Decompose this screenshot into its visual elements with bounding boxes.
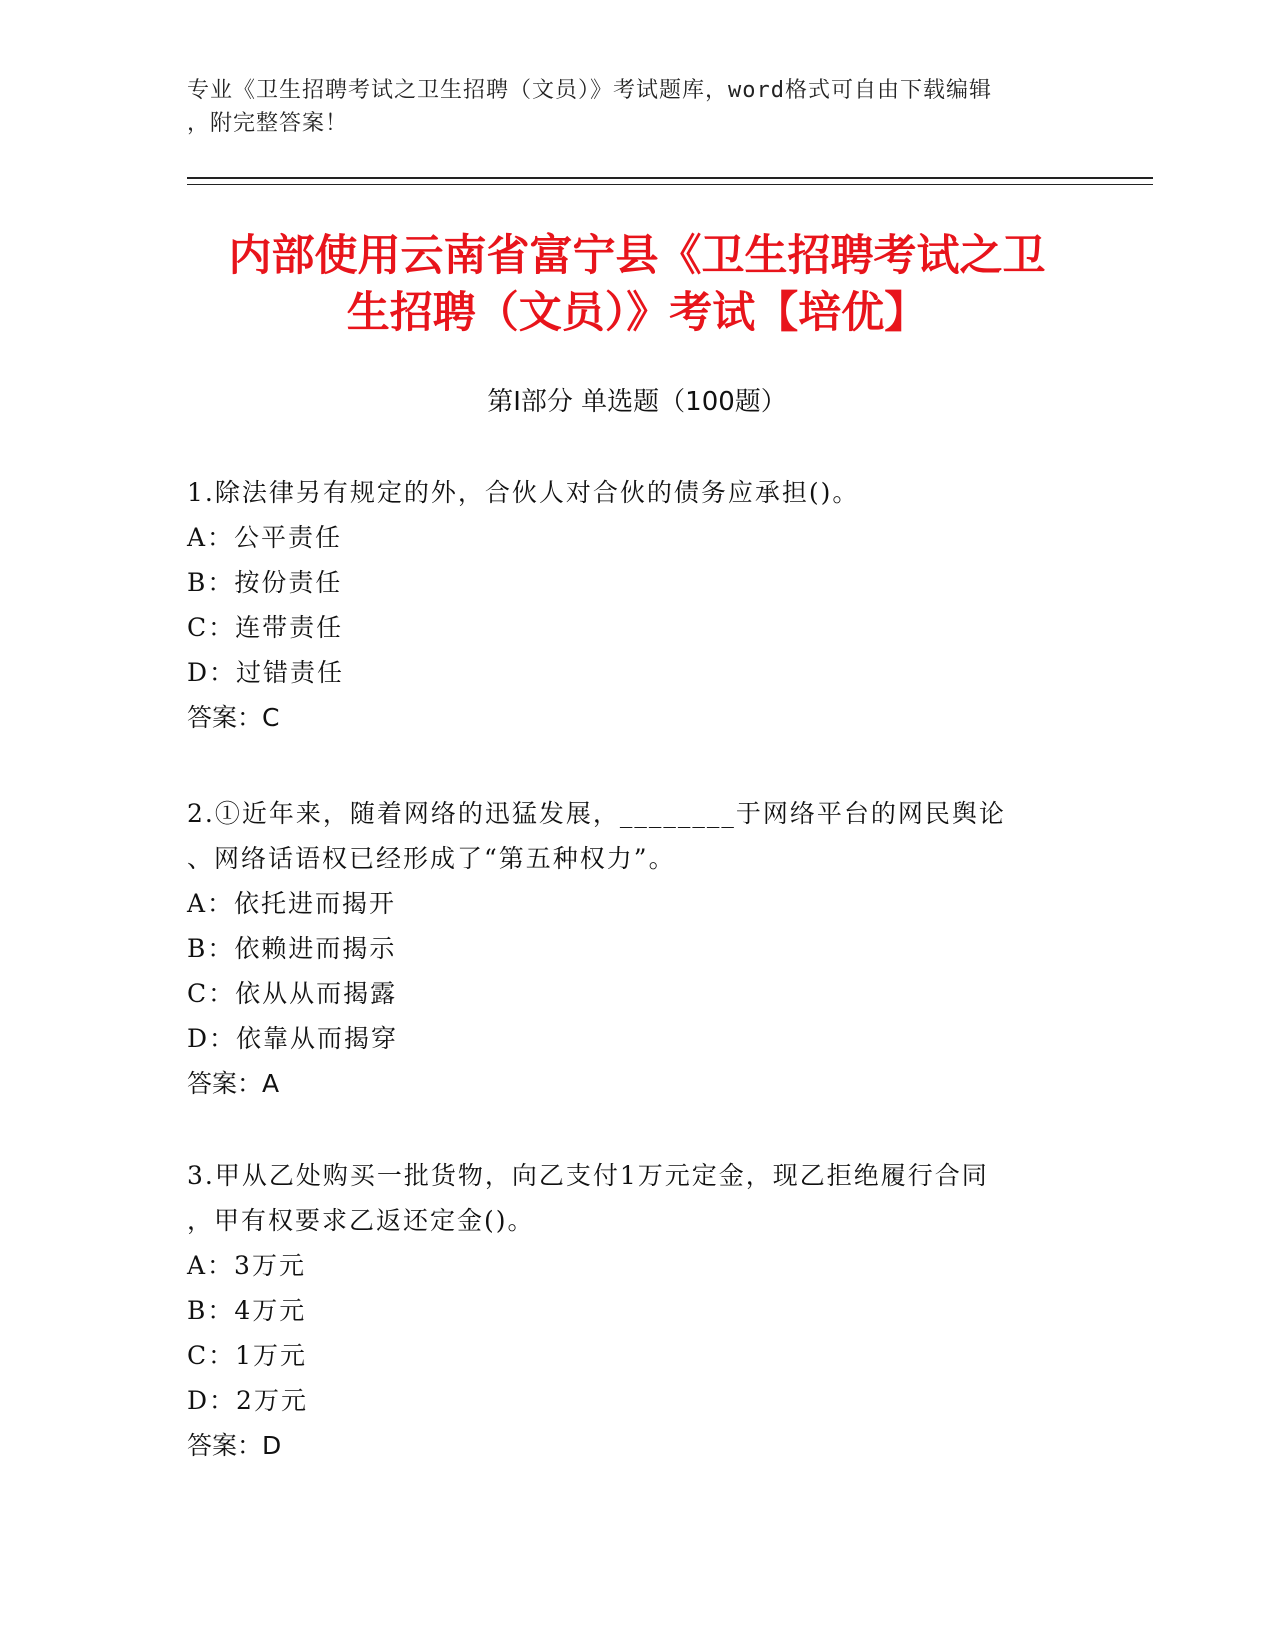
option-c: C：依从从而揭露 [187,979,398,1008]
option-a: A：3万元 [187,1251,306,1280]
option-c: C：1万元 [187,1341,308,1370]
header-note-line-1: 专业《卫生招聘考试之卫生招聘（文员）》考试题库，word格式可自由下载编辑 [187,78,992,103]
option-a: A：公平责任 [187,523,343,552]
answer-line: 答案：A [187,1069,280,1098]
option-b: B：按份责任 [187,568,343,597]
question-stem-line-2: 、网络话语权已经形成了“第五种权力”。 [187,844,676,873]
question-stem-line-2: ，甲有权要求乙返还定金()。 [187,1206,535,1235]
question-1 [187,470,1077,740]
option-d: D：2万元 [187,1386,308,1415]
header-note [187,74,1077,140]
document-title-line-1: 内部使用云南省富宁县《卫生招聘考试之卫 [228,231,1046,281]
option-d: D：过错责任 [187,658,345,687]
option-d: D：依靠从而揭穿 [187,1024,399,1053]
question-stem-line-1: 3.甲从乙处购买一批货物，向乙支付1万元定金，现乙拒绝履行合同 [187,1161,989,1190]
answer-line: 答案：C [187,703,280,732]
option-c: C：连带责任 [187,613,344,642]
document-title [187,228,1087,342]
question-stem-line-1: 2.①近年来，随着网络的迅猛发展，________于网络平台的网民舆论 [187,799,1006,828]
header-divider-thick [187,177,1153,179]
header-note-line-2: ，附完整答案！ [187,111,349,136]
answer-line: 答案：D [187,1431,282,1460]
document-title-line-2: 生招聘（文员）》考试【培优】 [346,288,928,338]
header-divider-thin [187,184,1153,185]
question-3 [187,1153,1077,1468]
question-stem: 1.除法律另有规定的外，合伙人对合伙的债务应承担()。 [187,478,860,507]
question-2 [187,791,1077,1106]
option-a: A：依托进而揭开 [187,889,397,918]
section-heading: 第Ⅰ部分 单选题（100题） [487,387,787,417]
option-b: B：4万元 [187,1296,307,1325]
option-b: B：依赖进而揭示 [187,934,397,963]
